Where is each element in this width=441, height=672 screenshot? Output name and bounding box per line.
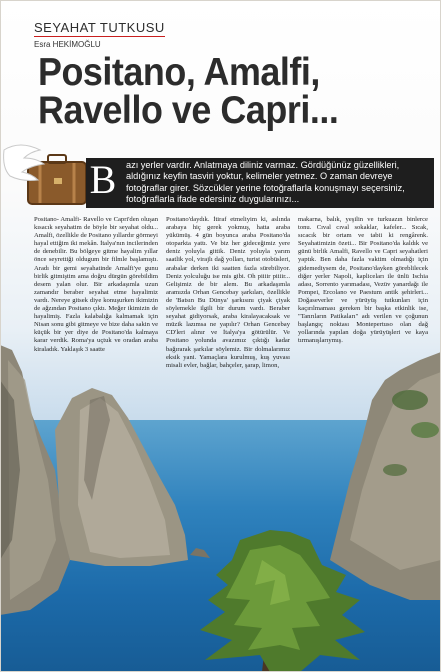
body-column-3: makarna, balık, yeşilin ve turkuazın binlerce tonu. Cıval cıval sokaklar, kafeler... Sıcak, sıcacık bir ortam ve tabii ki rengârenk. Seyahatimizin özeti... Bir Positano'da kaldık ve günü birlik Amalfi, Ravello ve Capri seyahatleri yaptık. Ben daha fazla vaktim olmadığı için gidemediysem de, Positano'dayken göreblilecek diğer yerler Napoli, kapliceları ile ünlü Ischia adası, Sorrento yarımadası, Vezüv yanardağı ile Pompei, Ercolano ve Paestum antik şehirleri... Doğaseverler ve yürüyüş tutkunları için kaçırılmaması gereken bir başka etkinlik ise, "Tanrıların Patikaları" adı verilen ve çoğunun başlangıç noktası Montepertuso olan dağ yollarında yapılan doğa yürüyüşleri ve kaya tırmanışlarıymış.	[298, 216, 428, 345]
body-column-1: Positano- Amalfi- Ravello ve Capri'den oluşan kısacık seyahatim de böyle bir seyahat oldu... Amalfi, özellikle de Positano yıllardır görmeyi hayal ettiğim iki mekân. İtalya'nın incilerinden de denebilir. Bu bölgeye gitme hayalim yıllar önce seyrettiği oldugum bir filmle başlamıştı. Aradı bir gemi seyahatinde Amalfi'ye gunu birlik gitmiştim ama doğru dürgün görebildim desem yalan olur. Bir arkadaşımla uzun zamandır beraber seyahat etme hayalimiz vardı. Nereye gitsek diye konuşurken ikimizin de ağzından Positano çıktı. Meğer ikimizin de hayalimiş. Fazla kalabalığa kalmamak için Nisan sonu gibi gitmeye ve bize daha sakin ve küçük bir yer diye de Positano'da kalmaya karar verdik. Roma'ya uçtuk ve oradan araba kiraladık. Yaklaşık 3 saatte	[34, 216, 158, 353]
drop-cap: B	[86, 158, 120, 202]
author-name: Esra HEKİMOĞLU	[34, 40, 101, 49]
section-title: SEYAHAT TUTKUSU	[34, 20, 165, 35]
headline-line-1: Positano, Amalfi,	[38, 51, 320, 94]
headline-line-2: Ravello ve Capri...	[38, 89, 339, 132]
body-column-2: Positano'daydık. İtiraf etmeliyim ki, aslında arabaya hiç gerek yokmuş, hatta araba yükümüş. 4 gün boyunca araba Positano'da otoparkta yattı. Ve biz her gideceğimiz yere deniz yoluyla gittik. Deniz yoluyla yarım saatlik yol, virajlı dağ yolları, turist otobüsleri, arabalar derken iki saatten fazla sürebiliyor. Deniz yolculuğu ise mis gibi. Oh piiiir piiiir... Gelişimiz de bir alem. Bu arkadaşımla aramızda Orhan Gencebay şarkıları, özellikle de 'Batsın Bu Dünya' şarkısını çiyak çiyak söylemekle ilgili bir durum vardı. Beraber seyahat gidiyorsak, araba kiralayacaksak ve müzik lazımsa ne yapılır? Orhan Gencebay CD'leri alınır ve İtalya'ya götürülür. Ve Positano yolunda avazımız çıktığı kadar bağırarak şarkılar söylemiz. Bir dolmalarımız eksik yani. Yamaçlara kurulmuş, kuş yuvası misali evler, bağlar, bahçeler, şarap, limon,	[166, 216, 290, 369]
lead-paragraph: azı yerler vardır. Anlatmaya diliniz varmaz. Gördüğünüz güzellikleri, aldığınız keyfin tasviri yoktur, kelimeler yetmez. O zaman devreye fotoğraflar girer. Sözcükler yerine fotoğraflarla konuşmayı seçersiniz, fotoğraflarla ifade edersiniz duygularınızı...	[86, 158, 434, 208]
